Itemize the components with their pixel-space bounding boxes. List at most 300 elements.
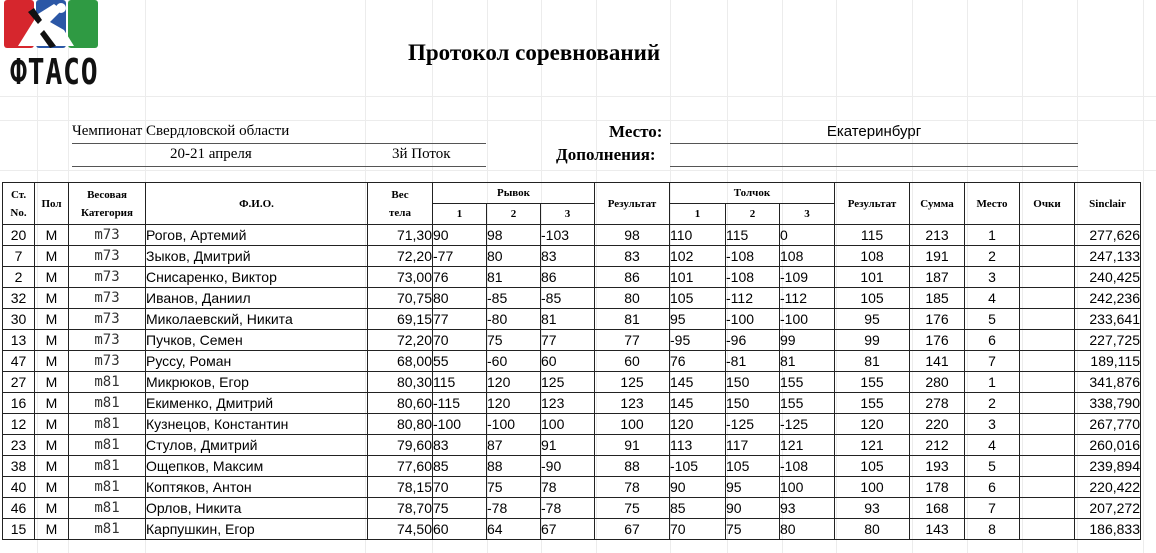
cell-points [1020, 351, 1075, 372]
cell-cr: 80 [835, 519, 910, 540]
cell-no: 30 [3, 309, 35, 330]
cell-cat: m73 [69, 309, 146, 330]
header-weight-category [69, 183, 146, 225]
event-name-field [72, 123, 486, 144]
cell-sinclair: 277,626 [1075, 225, 1141, 246]
cell-no: 12 [3, 414, 35, 435]
event-name: Чемпионат Свердловской области [72, 123, 290, 139]
cell-c3: -109 [780, 267, 835, 288]
cell-c3: -125 [780, 414, 835, 435]
cell-s1: -100 [433, 414, 487, 435]
cell-s3: -90 [541, 456, 595, 477]
cell-place: 6 [965, 330, 1020, 351]
cell-sr: 81 [595, 309, 670, 330]
cell-s3: 91 [541, 435, 595, 456]
cell-no: 40 [3, 477, 35, 498]
header-sinclair: Sinclair [1075, 183, 1141, 225]
cell-name: Микрюков, Егор [146, 372, 368, 393]
extra-value [670, 146, 1078, 167]
cell-s2: 64 [487, 519, 541, 540]
cell-bw: 77,60 [368, 456, 433, 477]
cell-s2: 120 [487, 393, 541, 414]
header-cj-result: Результат [835, 183, 910, 225]
cell-s2: 75 [487, 477, 541, 498]
cell-name: Карпушкин, Егор [146, 519, 368, 540]
cell-place: 6 [965, 477, 1020, 498]
cell-total: 176 [910, 309, 965, 330]
cell-place: 2 [965, 393, 1020, 414]
cell-no: 15 [3, 519, 35, 540]
cell-total: 143 [910, 519, 965, 540]
cell-c1: 90 [670, 477, 726, 498]
cell-name: Кузнецов, Константин [146, 414, 368, 435]
cell-total: 193 [910, 456, 965, 477]
header-cj-1: 1 [670, 204, 726, 225]
header-sex: Пол [35, 183, 69, 225]
cell-c3: 121 [780, 435, 835, 456]
cell-s3: 81 [541, 309, 595, 330]
cell-c2: 150 [726, 393, 780, 414]
cell-sinclair: 240,425 [1075, 267, 1141, 288]
header-points: Очки [1020, 183, 1075, 225]
cell-c2: 115 [726, 225, 780, 246]
cell-points [1020, 477, 1075, 498]
cell-c1: 145 [670, 372, 726, 393]
cell-s3: 123 [541, 393, 595, 414]
cell-cr: 155 [835, 372, 910, 393]
cell-points [1020, 246, 1075, 267]
header-bodyweight [368, 183, 433, 225]
table-row [3, 498, 1141, 519]
cell-s1: -115 [433, 393, 487, 414]
cell-no: 47 [3, 351, 35, 372]
cell-cr: 105 [835, 288, 910, 309]
cell-name: Рогов, Артемий [146, 225, 368, 246]
cell-s2: 87 [487, 435, 541, 456]
cell-sinclair: 247,133 [1075, 246, 1141, 267]
cell-place: 3 [965, 267, 1020, 288]
cell-sr: 100 [595, 414, 670, 435]
header-bw-line1: Вес [391, 188, 409, 201]
cell-c3: 108 [780, 246, 835, 267]
cell-cr: 95 [835, 309, 910, 330]
cell-total: 280 [910, 372, 965, 393]
cell-sr: 60 [595, 351, 670, 372]
cell-name: Екименко, Дмитрий [146, 393, 368, 414]
cell-c2: 117 [726, 435, 780, 456]
cell-c1: 101 [670, 267, 726, 288]
cell-sr: 77 [595, 330, 670, 351]
cell-c1: 76 [670, 351, 726, 372]
cell-sinclair: 338,790 [1075, 393, 1141, 414]
cell-s3: 100 [541, 414, 595, 435]
cell-c1: 120 [670, 414, 726, 435]
cell-s3: 77 [541, 330, 595, 351]
logo-graphic-icon [4, 0, 98, 50]
cell-bw: 71,30 [368, 225, 433, 246]
header-snatch-2: 2 [487, 204, 541, 225]
cell-points [1020, 330, 1075, 351]
cell-c3: 80 [780, 519, 835, 540]
cell-s1: 60 [433, 519, 487, 540]
cell-s1: 55 [433, 351, 487, 372]
cell-s1: 85 [433, 456, 487, 477]
cell-s2: 88 [487, 456, 541, 477]
cell-c1: 113 [670, 435, 726, 456]
cell-s1: 70 [433, 477, 487, 498]
results-table [2, 182, 1141, 540]
cell-sex: М [35, 246, 69, 267]
cell-cat: m81 [69, 456, 146, 477]
header-snatch-result: Результат [595, 183, 670, 225]
cell-bw: 80,30 [368, 372, 433, 393]
cell-points [1020, 288, 1075, 309]
header-st: Ст. [10, 188, 27, 201]
cell-points [1020, 414, 1075, 435]
cell-bw: 80,60 [368, 393, 433, 414]
cell-sex: М [35, 393, 69, 414]
cell-sr: 88 [595, 456, 670, 477]
cell-c3: 0 [780, 225, 835, 246]
cell-place: 4 [965, 288, 1020, 309]
cell-sex: М [35, 330, 69, 351]
table-row [3, 519, 1141, 540]
cell-s1: 76 [433, 267, 487, 288]
cell-no: 2 [3, 267, 35, 288]
cell-s1: 75 [433, 498, 487, 519]
cell-total: 220 [910, 414, 965, 435]
cell-s2: 81 [487, 267, 541, 288]
cell-cat: m81 [69, 477, 146, 498]
cell-s3: -103 [541, 225, 595, 246]
cell-points [1020, 267, 1075, 288]
cell-s3: 86 [541, 267, 595, 288]
cell-place: 8 [965, 519, 1020, 540]
cell-bw: 78,70 [368, 498, 433, 519]
cell-sinclair: 189,115 [1075, 351, 1141, 372]
table-row [3, 435, 1141, 456]
cell-points [1020, 309, 1075, 330]
cell-total: 187 [910, 267, 965, 288]
cell-s3: 78 [541, 477, 595, 498]
table-header [3, 183, 1141, 225]
cell-sinclair: 233,641 [1075, 309, 1141, 330]
cell-bw: 68,00 [368, 351, 433, 372]
cell-cr: 100 [835, 477, 910, 498]
cell-c3: -108 [780, 456, 835, 477]
cell-c2: -108 [726, 267, 780, 288]
cell-bw: 72,20 [368, 246, 433, 267]
cell-sex: М [35, 414, 69, 435]
cell-place: 4 [965, 435, 1020, 456]
org-logo [4, 0, 98, 96]
cell-cr: 93 [835, 498, 910, 519]
header-cj-2: 2 [726, 204, 780, 225]
cell-place: 5 [965, 456, 1020, 477]
cell-s3: 67 [541, 519, 595, 540]
cell-c3: 155 [780, 393, 835, 414]
cell-name: Ощепков, Максим [146, 456, 368, 477]
table-row [3, 246, 1141, 267]
cell-no: 46 [3, 498, 35, 519]
cell-c1: 85 [670, 498, 726, 519]
cell-c3: -100 [780, 309, 835, 330]
cell-c2: -112 [726, 288, 780, 309]
cell-no: 13 [3, 330, 35, 351]
cell-total: 278 [910, 393, 965, 414]
cell-total: 176 [910, 330, 965, 351]
cell-s2: -60 [487, 351, 541, 372]
event-dates: 20-21 апреля [170, 146, 252, 162]
cell-s2: -78 [487, 498, 541, 519]
header-total: Сумма [910, 183, 965, 225]
cell-sex: М [35, 477, 69, 498]
cell-points [1020, 393, 1075, 414]
cell-sinclair: 267,770 [1075, 414, 1141, 435]
cell-cr: 99 [835, 330, 910, 351]
cell-sr: 83 [595, 246, 670, 267]
cell-cat: m81 [69, 435, 146, 456]
cell-bw: 73,00 [368, 267, 433, 288]
cell-no: 23 [3, 435, 35, 456]
cell-place: 3 [965, 414, 1020, 435]
cell-c2: 90 [726, 498, 780, 519]
cell-cat: m73 [69, 246, 146, 267]
cell-c3: 93 [780, 498, 835, 519]
cell-c3: 100 [780, 477, 835, 498]
cell-total: 185 [910, 288, 965, 309]
cell-place: 1 [965, 372, 1020, 393]
cell-sex: М [35, 351, 69, 372]
cell-name: Пучков, Семен [146, 330, 368, 351]
header-place: Место [965, 183, 1020, 225]
cell-points [1020, 456, 1075, 477]
event-dates-field [72, 146, 486, 167]
header-snatch: Рывок [433, 183, 595, 204]
cell-c3: 155 [780, 372, 835, 393]
cell-s1: 70 [433, 330, 487, 351]
cell-cat: m73 [69, 330, 146, 351]
cell-no: 32 [3, 288, 35, 309]
cell-c2: 75 [726, 519, 780, 540]
table-row [3, 225, 1141, 246]
cell-c2: -125 [726, 414, 780, 435]
cell-c1: 105 [670, 288, 726, 309]
cell-bw: 72,20 [368, 330, 433, 351]
cell-place: 1 [965, 225, 1020, 246]
cell-name: Снисаренко, Виктор [146, 267, 368, 288]
cell-no: 20 [3, 225, 35, 246]
table-row [3, 372, 1141, 393]
cell-cr: 101 [835, 267, 910, 288]
cell-s1: 83 [433, 435, 487, 456]
cell-c1: 110 [670, 225, 726, 246]
cell-sr: 67 [595, 519, 670, 540]
cell-s2: -80 [487, 309, 541, 330]
cell-bw: 78,15 [368, 477, 433, 498]
cell-sex: М [35, 519, 69, 540]
cell-sr: 86 [595, 267, 670, 288]
cell-total: 141 [910, 351, 965, 372]
cell-cat: m81 [69, 519, 146, 540]
cell-s2: 80 [487, 246, 541, 267]
table-row [3, 456, 1141, 477]
cell-total: 212 [910, 435, 965, 456]
cell-total: 178 [910, 477, 965, 498]
cell-place: 2 [965, 246, 1020, 267]
cell-sr: 98 [595, 225, 670, 246]
cell-c2: -108 [726, 246, 780, 267]
cell-sinclair: 239,894 [1075, 456, 1141, 477]
header-start-no [3, 183, 35, 225]
table-row [3, 351, 1141, 372]
cell-sinclair: 341,876 [1075, 372, 1141, 393]
cell-c2: -100 [726, 309, 780, 330]
table-row [3, 477, 1141, 498]
cell-sinclair: 207,272 [1075, 498, 1141, 519]
cell-c2: -96 [726, 330, 780, 351]
cell-sinclair: 227,725 [1075, 330, 1141, 351]
cell-bw: 69,15 [368, 309, 433, 330]
cell-cat: m73 [69, 225, 146, 246]
page-title: Протокол соревнований [408, 40, 661, 65]
cell-sinclair: 220,422 [1075, 477, 1141, 498]
cell-s3: 125 [541, 372, 595, 393]
cell-s2: 120 [487, 372, 541, 393]
cell-c1: 102 [670, 246, 726, 267]
cell-sex: М [35, 288, 69, 309]
cell-total: 191 [910, 246, 965, 267]
cell-s1: 80 [433, 288, 487, 309]
cell-cr: 105 [835, 456, 910, 477]
header-name: Ф.И.О. [146, 183, 368, 225]
cell-no: 27 [3, 372, 35, 393]
cell-cat: m73 [69, 288, 146, 309]
cell-no: 7 [3, 246, 35, 267]
table-row [3, 309, 1141, 330]
cell-name: Руссу, Роман [146, 351, 368, 372]
cell-c1: -105 [670, 456, 726, 477]
cell-bw: 74,50 [368, 519, 433, 540]
cell-cr: 115 [835, 225, 910, 246]
header-cj-3: 3 [780, 204, 835, 225]
cell-sex: М [35, 309, 69, 330]
cell-s2: 98 [487, 225, 541, 246]
header-bw-line2: тела [389, 206, 411, 219]
cell-name: Коптяков, Антон [146, 477, 368, 498]
cell-sex: М [35, 456, 69, 477]
cell-name: Миколаевский, Никита [146, 309, 368, 330]
table-row [3, 288, 1141, 309]
cell-place: 7 [965, 498, 1020, 519]
place-value: Екатеринбург [670, 123, 1078, 144]
cell-sex: М [35, 372, 69, 393]
cell-c2: 150 [726, 372, 780, 393]
cell-place: 7 [965, 351, 1020, 372]
cell-name: Стулов, Дмитрий [146, 435, 368, 456]
table-row [3, 267, 1141, 288]
cell-s3: -85 [541, 288, 595, 309]
cell-s2: -85 [487, 288, 541, 309]
cell-points [1020, 519, 1075, 540]
cell-s3: -78 [541, 498, 595, 519]
cell-total: 168 [910, 498, 965, 519]
cell-sex: М [35, 498, 69, 519]
cell-c3: 99 [780, 330, 835, 351]
cell-s2: -100 [487, 414, 541, 435]
cell-points [1020, 498, 1075, 519]
cell-cat: m81 [69, 372, 146, 393]
cell-sr: 78 [595, 477, 670, 498]
cell-s1: 90 [433, 225, 487, 246]
event-flight: 3й Поток [392, 146, 451, 162]
place-label: Место: [609, 122, 663, 141]
cell-bw: 80,80 [368, 414, 433, 435]
cell-s3: 60 [541, 351, 595, 372]
cell-sr: 75 [595, 498, 670, 519]
cell-sinclair: 242,236 [1075, 288, 1141, 309]
cell-points [1020, 372, 1075, 393]
cell-sinclair: 186,833 [1075, 519, 1141, 540]
cell-s1: -77 [433, 246, 487, 267]
cell-c2: 105 [726, 456, 780, 477]
cell-sex: М [35, 267, 69, 288]
cell-c2: -81 [726, 351, 780, 372]
cell-name: Зыков, Дмитрий [146, 246, 368, 267]
cell-cat: m81 [69, 498, 146, 519]
cell-cat: m81 [69, 414, 146, 435]
table-row [3, 330, 1141, 351]
cell-sr: 91 [595, 435, 670, 456]
cell-sr: 125 [595, 372, 670, 393]
cell-sex: М [35, 435, 69, 456]
cell-s3: 83 [541, 246, 595, 267]
cell-c2: 95 [726, 477, 780, 498]
cell-points [1020, 225, 1075, 246]
logo-text: ФТАСО [10, 52, 99, 93]
cell-bw: 79,60 [368, 435, 433, 456]
header-snatch-3: 3 [541, 204, 595, 225]
cell-cat: m81 [69, 393, 146, 414]
cell-s1: 77 [433, 309, 487, 330]
cell-no: 16 [3, 393, 35, 414]
header-weight-cat-line1: Весовая [87, 188, 127, 201]
cell-sr: 123 [595, 393, 670, 414]
header-no: No. [10, 206, 27, 219]
cell-c3: -112 [780, 288, 835, 309]
cell-c3: 81 [780, 351, 835, 372]
cell-cr: 120 [835, 414, 910, 435]
cell-s2: 75 [487, 330, 541, 351]
header-snatch-1: 1 [433, 204, 487, 225]
cell-cr: 155 [835, 393, 910, 414]
cell-cr: 121 [835, 435, 910, 456]
cell-bw: 70,75 [368, 288, 433, 309]
cell-s1: 115 [433, 372, 487, 393]
cell-place: 5 [965, 309, 1020, 330]
cell-sr: 80 [595, 288, 670, 309]
cell-name: Орлов, Никита [146, 498, 368, 519]
cell-cr: 108 [835, 246, 910, 267]
cell-c1: -95 [670, 330, 726, 351]
cell-c1: 70 [670, 519, 726, 540]
cell-sex: М [35, 225, 69, 246]
cell-no: 38 [3, 456, 35, 477]
header-clean-jerk: Толчок [670, 183, 835, 204]
cell-cat: m73 [69, 267, 146, 288]
cell-points [1020, 435, 1075, 456]
cell-sinclair: 260,016 [1075, 435, 1141, 456]
